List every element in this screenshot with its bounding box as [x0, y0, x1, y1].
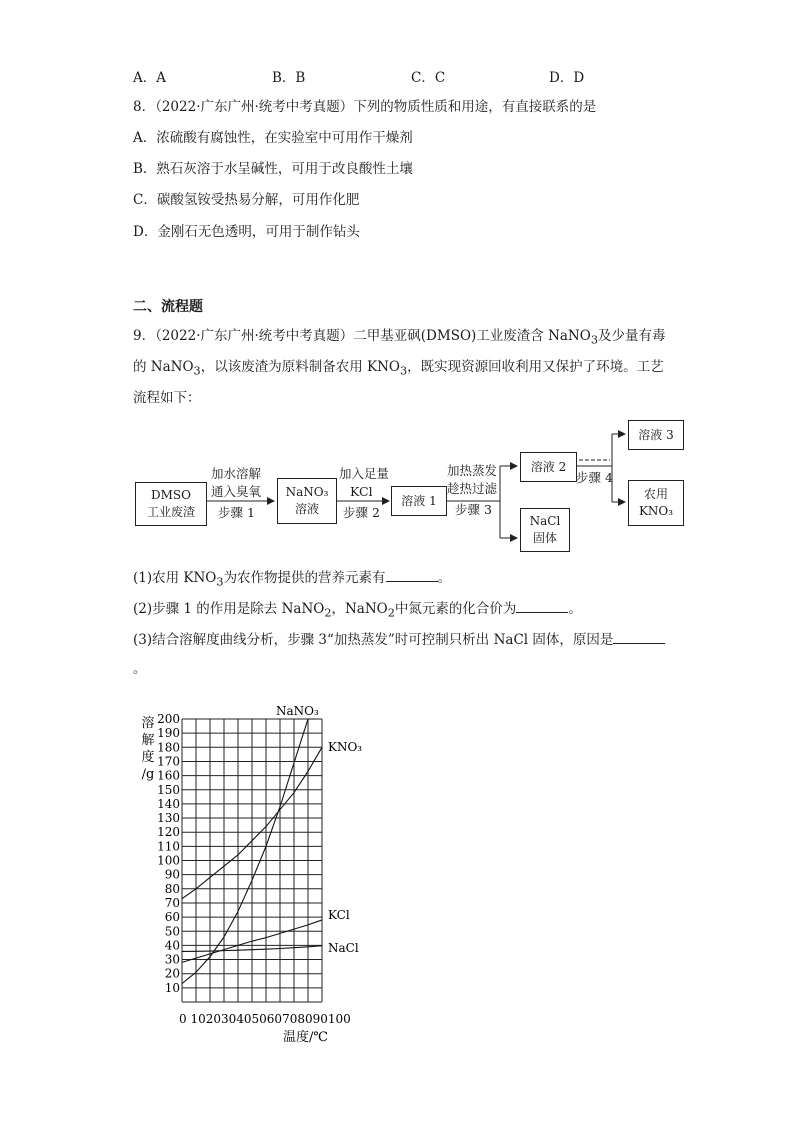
y-tick-label: 200 [157, 712, 180, 726]
step3-label: 步骤 3 [455, 502, 492, 517]
q9-line3: 流程如下： [133, 390, 201, 406]
step1-label: 步骤 1 [218, 505, 255, 520]
curve-label: KNO₃ [328, 740, 363, 754]
y-tick-label: 140 [157, 796, 180, 811]
chart-grid [182, 719, 322, 1002]
q9-line1: 9．（2022·广东广州·统考中考真题）二甲基亚砜(DMSO)工业废渣含 NaNO$_3$及少量有毒 [133, 328, 666, 347]
step2-label-2: KCl [350, 484, 373, 499]
y-tick-label: 100 [157, 853, 180, 868]
y-tick-label: 160 [157, 768, 180, 783]
step3-label-1: 加热蒸发 [447, 463, 498, 478]
step2-label-1: 加入足量 [339, 466, 390, 481]
y-tick-label: 110 [157, 839, 180, 854]
q9-sub1: (1)农用 $KNO_3$为农作物提供的营养元素有 。 [133, 567, 451, 593]
curve-label: NaNO₃ [276, 704, 319, 718]
y-tick-label: 50 [164, 924, 180, 939]
box-kno3: 农用 KNO₃ [628, 480, 684, 526]
step2-label: 步骤 2 [343, 505, 380, 520]
y-tick-label: 20 [164, 966, 180, 981]
q9-sub2: (2)步骤 1 的作用是除去 NaNO$_2$，NaNO$_2$中氮元素的化合价为 。 [133, 598, 582, 624]
y-tick-label: 80 [164, 881, 180, 896]
y-axis-label-char: 度 [141, 750, 155, 765]
y-axis-label-char: /g [141, 767, 155, 782]
q9-sub3: (3)结合溶解度曲线分析，步骤 3“加热蒸发”时可控制只析出 NaCl 固体，原因是 [133, 629, 665, 650]
option-b: B．B [272, 70, 306, 86]
q8-stem: 8．（2022·广东广州·统考中考真题）下列的物质性质和用途，有直接联系的是 [133, 99, 597, 115]
y-tick-labels [157, 712, 180, 995]
y-tick-label: 60 [164, 910, 180, 925]
option-c: C．C [411, 70, 446, 86]
q8-option-d: D．金刚石无色透明，可用于制作钻头 [133, 224, 360, 240]
y-tick-label: 150 [157, 782, 180, 797]
q8-option-c: C．碳酸氢铵受热易分解，可用作化肥 [133, 192, 360, 208]
box-nacl-solid: NaCl 固体 [520, 508, 570, 552]
step3-label-2: 趁热过滤 [447, 481, 498, 496]
section-title: 二、流程题 [133, 299, 203, 315]
y-axis-label-char: 溶 [141, 716, 155, 731]
y-tick-label: 10 [164, 980, 180, 995]
y-axis-label [141, 715, 154, 782]
q8-option-a: A．浓硫酸有腐蚀性，在实验室中可用作干燥剂 [133, 130, 413, 146]
box-nano3-solution: NaNO₃ 溶液 [277, 478, 337, 524]
box-dmso: DMSO 工业废渣 [135, 482, 207, 526]
y-tick-label: 130 [157, 811, 180, 826]
y-tick-label: 40 [164, 938, 180, 953]
x-tick-labels: 0 102030405060708090100 [179, 1012, 351, 1026]
step4-label: 步骤 4 [576, 470, 613, 485]
y-axis-label-char: 解 [141, 733, 155, 748]
y-tick-label: 120 [157, 825, 180, 840]
y-tick-label: 30 [164, 952, 180, 967]
x-axis-label: 温度/℃ [283, 1030, 328, 1045]
y-tick-label: 170 [157, 754, 180, 769]
option-a: A．A [133, 70, 166, 86]
box-solution-2: 溶液 2 [520, 452, 577, 482]
curve-kno [182, 719, 315, 984]
box-solution-3: 溶液 3 [628, 420, 684, 450]
curve-label: NaCl [328, 941, 359, 955]
curve-label: KCl [328, 908, 350, 922]
step1-label-1: 加水溶解 [211, 466, 262, 481]
y-tick-label: 90 [164, 867, 180, 882]
q9-line2: 的 NaNO$_3$，以该废渣为原料制备农用 $KNO_3$，既实现资源回收利用又保护了环境。工艺 [133, 359, 664, 378]
option-d: D．D [549, 70, 585, 86]
q8-option-b: B．熟石灰溶于水呈碱性，可用于改良酸性土壤 [133, 161, 413, 177]
y-tick-label: 180 [157, 740, 180, 755]
q9-sub3-end: 。 [133, 661, 147, 677]
box-solution-1: 溶液 1 [391, 486, 447, 516]
y-tick-label: 70 [164, 895, 180, 910]
step1-label-2: 通入臭氧 [211, 484, 262, 499]
y-tick-label: 190 [157, 726, 180, 741]
